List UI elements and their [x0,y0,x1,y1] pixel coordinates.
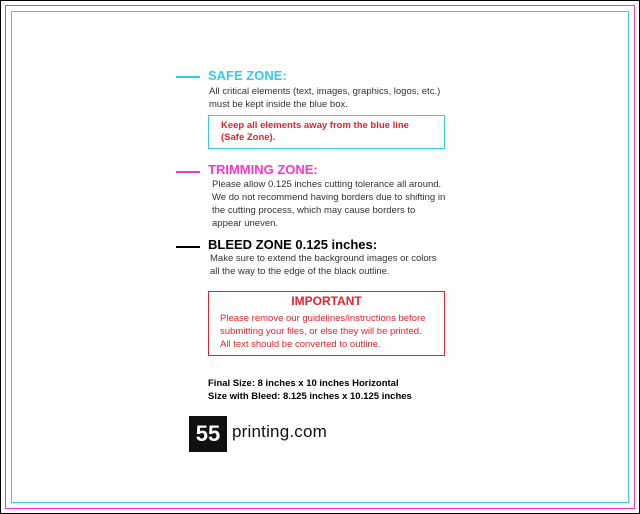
trimming-line-4: appear uneven. [212,218,279,229]
safe-warning-line-2: (Safe Zone). [221,132,276,143]
important-notice-box [208,291,445,356]
bleed-line-2: all the way to the edge of the black outline. [210,266,390,277]
trimming-zone-title: TRIMMING ZONE: [208,162,318,177]
safe-zone-line-2: must be kept inside the blue box. [209,99,348,110]
important-line-3: All text should be converted to outline. [220,339,381,350]
trimming-zone-swatch [176,171,200,173]
safe-zone-line-1: All critical elements (text, images, graphics, logos, etc.) [209,86,441,97]
bleed-zone-swatch [176,246,200,248]
bleed-line-1: Make sure to extend the background images or colors [210,253,437,264]
important-body [220,312,425,351]
bleed-zone-description [210,252,437,278]
important-title: IMPORTANT [291,294,362,308]
logo-mark: 55 [189,416,227,452]
trimming-line-1: Please allow 0.125 inches cutting tolerance all around. [212,179,442,190]
trimming-line-3: the cutting process, which may cause borders to [212,205,416,216]
trimming-zone-description [212,178,445,230]
important-line-1: Please remove our guidelines/instructions before [220,313,426,324]
size-info [208,377,412,403]
bleed-zone-title: BLEED ZONE 0.125 inches: [208,237,378,252]
size-with-bleed: Size with Bleed: 8.125 inches x 10.125 inches [208,391,412,402]
safe-warning-line-1: Keep all elements away from the blue line [221,120,409,131]
safe-zone-warning-box [208,115,445,149]
trimming-line-2: We do not recommend having borders due to shifting in [212,192,446,203]
final-size: Final Size: 8 inches x 10 inches Horizontal [208,378,399,389]
logo-wordmark: printing.com [232,422,327,441]
safe-zone-swatch [176,76,200,78]
safe-zone-description [209,85,440,111]
important-line-2: submitting your files, or else they will be printed. [220,326,422,337]
safe-zone-title: SAFE ZONE: [208,68,287,83]
